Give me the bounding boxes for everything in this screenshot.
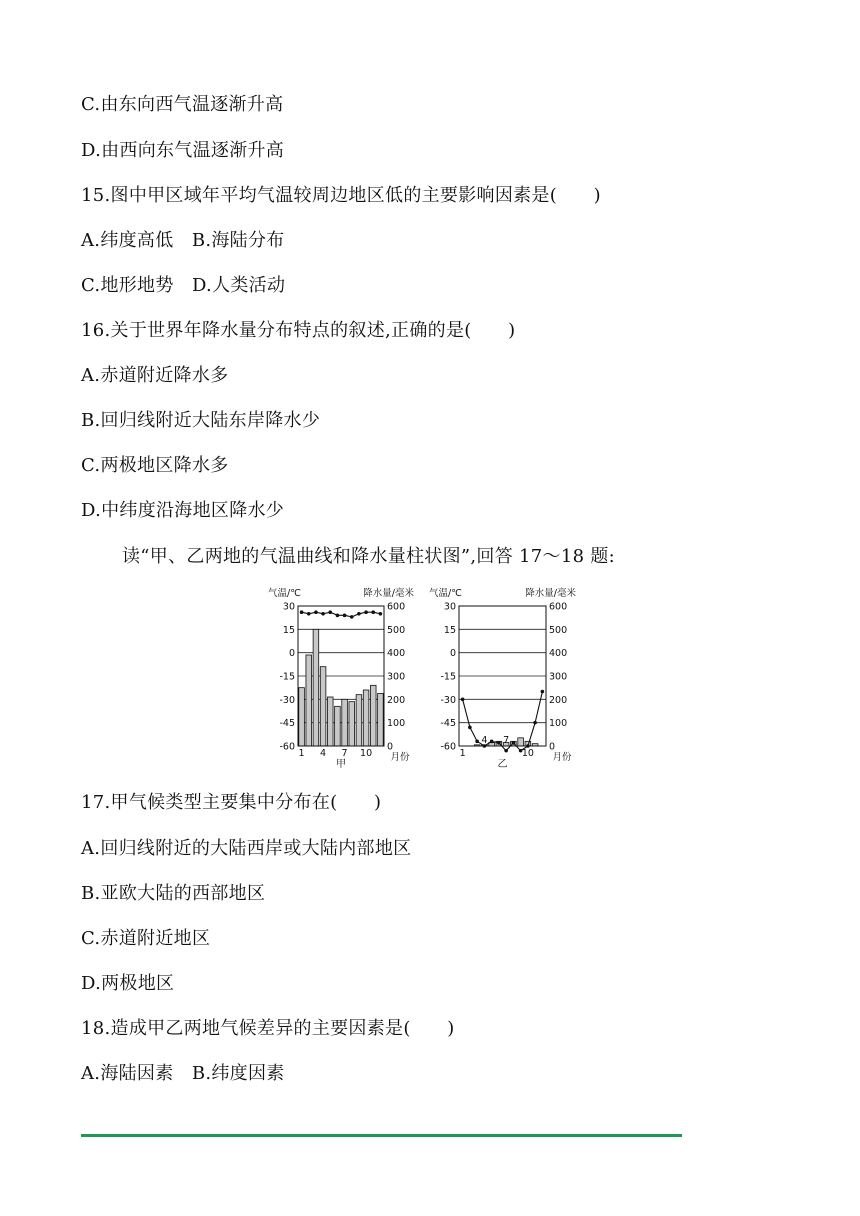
month-tick-label: 10 xyxy=(360,748,373,759)
temperature-point xyxy=(504,749,508,753)
precip-bar xyxy=(342,699,348,746)
precip-tick-label: 500 xyxy=(387,624,406,636)
option-d-q14: D.由西向东气温逐渐升高 xyxy=(81,140,285,161)
question-16: 16.关于世界年降水量分布特点的叙述,正确的是( ) xyxy=(81,320,516,341)
option-c-q14: C.由东向西气温逐渐升高 xyxy=(81,94,284,115)
temp-tick-label: 30 xyxy=(443,601,456,613)
temp-tick-label: 15 xyxy=(443,624,456,636)
month-tick-label: 4 xyxy=(481,735,488,746)
option-c-q17: C.赤道附近地区 xyxy=(81,928,211,949)
temperature-point xyxy=(307,612,311,616)
precip-tick-label: 100 xyxy=(387,718,406,730)
question-17: 17.甲气候类型主要集中分布在( ) xyxy=(81,792,382,813)
temperature-point xyxy=(497,741,501,745)
precip-tick-label: 0 xyxy=(387,741,394,753)
temperature-point xyxy=(314,610,318,614)
chart-title: 乙 xyxy=(497,759,508,770)
option-d-q16: D.中纬度沿海地区降水少 xyxy=(81,500,285,521)
precip-tick-label: 100 xyxy=(549,718,568,730)
precip-tick-label: 0 xyxy=(549,741,556,753)
temperature-point xyxy=(533,721,537,725)
temperature-point xyxy=(328,610,332,614)
options-ab-q15: A.纬度高低 B.海陆分布 xyxy=(81,230,285,251)
precip-bar xyxy=(327,697,333,746)
temp-tick-label: -30 xyxy=(440,694,456,706)
option-c-q16: C.两极地区降水多 xyxy=(81,455,229,476)
precip-tick-label: 400 xyxy=(387,648,406,660)
temperature-point xyxy=(475,740,479,744)
temperature-point xyxy=(468,726,472,730)
month-tick-label: 10 xyxy=(521,748,534,759)
precip-bar xyxy=(378,694,384,747)
temperature-point xyxy=(321,612,325,616)
option-a-q16: A.赤道附近降水多 xyxy=(81,365,229,386)
precip-tick-label: 200 xyxy=(387,694,406,706)
footer-rule xyxy=(81,1134,682,1137)
climate-chart-svg xyxy=(260,582,600,774)
precip-tick-label: 300 xyxy=(387,671,406,683)
month-tick-label: 1 xyxy=(298,748,305,759)
options-cd-q15: C.地形地势 D.人类活动 xyxy=(81,275,286,296)
precip-bar xyxy=(320,667,326,746)
temperature-point xyxy=(512,741,516,745)
temperature-point xyxy=(541,690,545,694)
temp-tick-label: -15 xyxy=(279,671,295,683)
temp-tick-label: -30 xyxy=(279,694,295,706)
temperature-point xyxy=(350,615,354,619)
chart-title: 甲 xyxy=(336,759,346,770)
precip-bar xyxy=(370,685,376,746)
precip-bar xyxy=(313,629,319,746)
temp-tick-label: 30 xyxy=(282,601,295,613)
temp-tick-label: -60 xyxy=(279,741,295,753)
question-15: 15.图中甲区域年平均气温较周边地区低的主要影响因素是( ) xyxy=(81,185,601,206)
chart-intro: 读“甲、乙两地的气温曲线和降水量柱状图”,回答 17～18 题: xyxy=(122,546,616,567)
precip-tick-label: 300 xyxy=(549,671,568,683)
temp-tick-label: 15 xyxy=(282,624,295,636)
precip-bar xyxy=(335,706,341,746)
temp-tick-label: -60 xyxy=(440,741,456,753)
temp-tick-label: 0 xyxy=(449,648,456,660)
temperature-point xyxy=(300,610,304,614)
option-a-q17: A.回归线附近的大陆西岸或大陆内部地区 xyxy=(81,838,412,859)
precip-axis-label: 降水量/毫米 xyxy=(525,588,576,599)
temp-tick-label: -45 xyxy=(279,718,295,730)
temp-tick-label: -45 xyxy=(440,718,456,730)
temperature-point xyxy=(490,740,494,744)
precip-bar xyxy=(363,690,369,746)
month-tick-label: 4 xyxy=(320,748,327,759)
precip-tick-label: 400 xyxy=(549,648,568,660)
precip-axis-label: 降水量/毫米 xyxy=(363,588,414,599)
options-ab-q18: A.海陆因素 B.纬度因素 xyxy=(81,1063,285,1084)
question-18: 18.造成甲乙两地气候差异的主要因素是( ) xyxy=(81,1018,455,1039)
temp-tick-label: -15 xyxy=(440,671,456,683)
precip-tick-label: 600 xyxy=(549,601,568,613)
temperature-point xyxy=(336,614,340,618)
month-tick-label: 7 xyxy=(503,735,510,746)
month-tick-label: 1 xyxy=(459,748,466,759)
precip-tick-label: 500 xyxy=(549,624,568,636)
precip-tick-label: 200 xyxy=(549,694,568,706)
precip-bar xyxy=(518,738,524,746)
month-tick-label: 7 xyxy=(341,748,348,759)
temp-tick-label: 0 xyxy=(288,648,295,660)
option-b-q16: B.回归线附近大陆东岸降水少 xyxy=(81,410,321,431)
temp-axis-label: 气温/℃ xyxy=(268,588,301,599)
temperature-point xyxy=(364,610,368,614)
option-b-q17: B.亚欧大陆的西部地区 xyxy=(81,883,266,904)
temp-axis-label: 气温/℃ xyxy=(429,588,462,599)
month-axis-label: 月份 xyxy=(390,752,410,763)
precip-bar xyxy=(356,695,362,746)
climate-charts xyxy=(260,582,600,774)
temperature-point xyxy=(343,614,347,618)
precip-bar xyxy=(306,655,312,746)
temperature-line xyxy=(302,612,381,617)
precip-bar xyxy=(349,702,355,746)
precip-bar xyxy=(299,688,305,746)
month-axis-label: 月份 xyxy=(552,752,572,763)
temperature-point xyxy=(461,698,465,702)
precip-tick-label: 600 xyxy=(387,601,406,613)
temperature-point xyxy=(371,610,375,614)
temperature-point xyxy=(357,612,361,616)
temperature-point xyxy=(379,612,383,616)
option-d-q17: D.两极地区 xyxy=(81,973,175,994)
